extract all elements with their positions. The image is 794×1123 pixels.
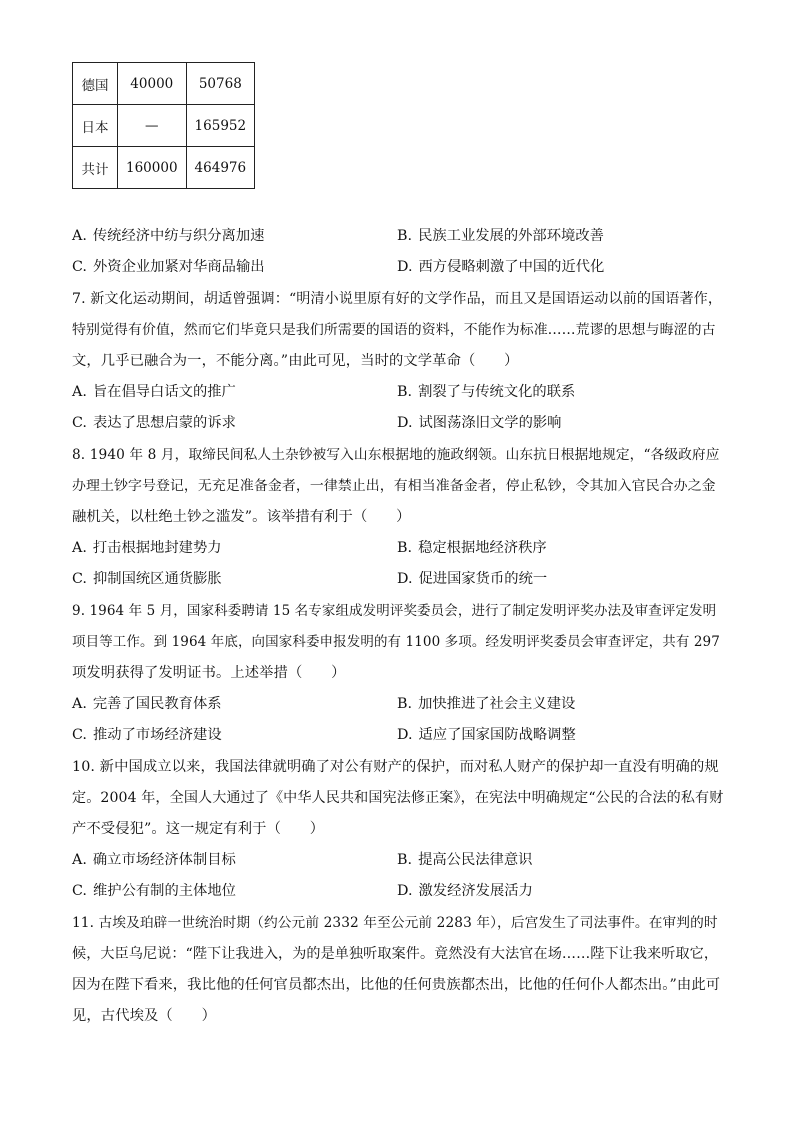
q7-option-d: D. 试图荡涤旧文学的影响 [397, 415, 562, 431]
q6-option-d: D. 西方侵略刺激了中国的近代化 [397, 259, 605, 275]
table-cell: 50768 [186, 63, 255, 105]
q8-option-c: C. 抑制国统区通货膨胀 [72, 571, 222, 587]
q8-option-b: B. 稳定根据地经济秩序 [397, 540, 547, 556]
q9-stem-line: 9. 1964 年 5 月，国家科委聘请 15 名专家组成发明评奖委员会，进行了制定发明评奖办法及审查评定发明 [72, 603, 717, 619]
q7-stem-line: 7. 新文化运动期间，胡适曾强调：“明清小说里原有好的文学作品，而且又是国语运动以前的国语著作， [72, 291, 723, 307]
table-cell: 160000 [118, 147, 187, 189]
table-cell: 德国 [73, 63, 118, 105]
table-row [73, 147, 255, 189]
q10-option-d: D. 激发经济发展活力 [397, 883, 533, 899]
table-cell: 共计 [73, 147, 118, 189]
q11-stem-line: 候，大臣乌尼说：“陛下让我进入，为的是单独听取案件。竟然没有大法官在场……陛下让我来听取它， [72, 946, 719, 962]
table-row [73, 63, 255, 105]
q9-option-a: A. 完善了国民教育体系 [72, 696, 222, 712]
q9-stem-line: 项目等工作。到 1964 年底，向国家科委申报发明的有 1100 多项。经发明评奖委员会审查评定，共有 297 [72, 634, 720, 650]
q10-option-c: C. 维护公有制的主体地位 [72, 883, 236, 899]
q11-stem-line: 因为在陛下看来，我比他的任何官员都杰出，比他的任何贵族都杰出，比他的任何仆人都杰出。”由此可 [72, 977, 721, 993]
q6-option-a: A. 传统经济中纺与织分离加速 [72, 228, 265, 244]
q10-option-a: A. 确立市场经济体制目标 [72, 852, 236, 868]
q11-stem-line: 11. 古埃及珀辟一世统治时期（约公元前 2332 年至公元前 2283 年），后宫发生了司法事件。在审判的时 [72, 915, 718, 931]
table-row [73, 105, 255, 147]
q10-stem-line: 10. 新中国成立以来，我国法律就明确了对公有财产的保护，而对私人财产的保护却一直没有明确的规 [72, 759, 719, 775]
q10-stem-line: 定。2004 年，全国人大通过了《中华人民共和国宪法修正案》，在宪法中明确规定“公民的合法的私有财 [72, 790, 724, 806]
q8-stem-line: 融机关，以杜绝土钞之滥发”。该举措有利于（ ） [72, 509, 411, 525]
q10-option-b: B. 提高公民法律意识 [397, 852, 533, 868]
q9-option-d: D. 适应了国家国防战略调整 [397, 727, 576, 743]
q8-stem-line: 办理土钞字号登记，无充足准备金者，一律禁止出，有相当准备金者，停止私钞，令其加入官民合办之金 [72, 478, 716, 494]
table-cell: 40000 [118, 63, 187, 105]
q9-stem-line: 项发明获得了发明证书。上述举措（ ） [72, 665, 346, 681]
data-table [72, 62, 255, 189]
q7-option-b: B. 割裂了与传统文化的联系 [397, 384, 576, 400]
q7-option-c: C. 表达了思想启蒙的诉求 [72, 415, 236, 431]
table-cell: 165952 [186, 105, 255, 147]
q9-option-b: B. 加快推进了社会主义建设 [397, 696, 576, 712]
q8-option-d: D. 促进国家货币的统一 [397, 571, 548, 587]
q8-option-a: A. 打击根据地封建势力 [72, 540, 222, 556]
table-cell: 日本 [73, 105, 118, 147]
q11-stem-line: 见，古代埃及（ ） [72, 1008, 216, 1024]
q10-stem-line: 产不受侵犯”。这一规定有利于（ ） [72, 821, 325, 837]
q7-stem-line: 特别觉得有价值，然而它们毕竟只是我们所需要的国语的资料，不能作为标准……荒谬的思想与晦涩的古 [72, 322, 716, 338]
table-cell: — [118, 105, 187, 147]
q8-stem-line: 8. 1940 年 8 月，取缔民间私人土杂钞被写入山东根据地的施政纲领。山东抗日根据地规定，“各级政府应 [72, 447, 720, 463]
q6-option-b: B. 民族工业发展的外部环境改善 [397, 228, 604, 244]
q7-option-a: A. 旨在倡导白话文的推广 [72, 384, 236, 400]
table-cell: 464976 [186, 147, 255, 189]
q9-option-c: C. 推动了市场经济建设 [72, 727, 222, 743]
q6-option-c: C. 外资企业加紧对华商品输出 [72, 259, 265, 275]
q7-stem-line: 文，几乎已融合为一，不能分离。”由此可见，当时的文学革命（ ） [72, 353, 519, 369]
